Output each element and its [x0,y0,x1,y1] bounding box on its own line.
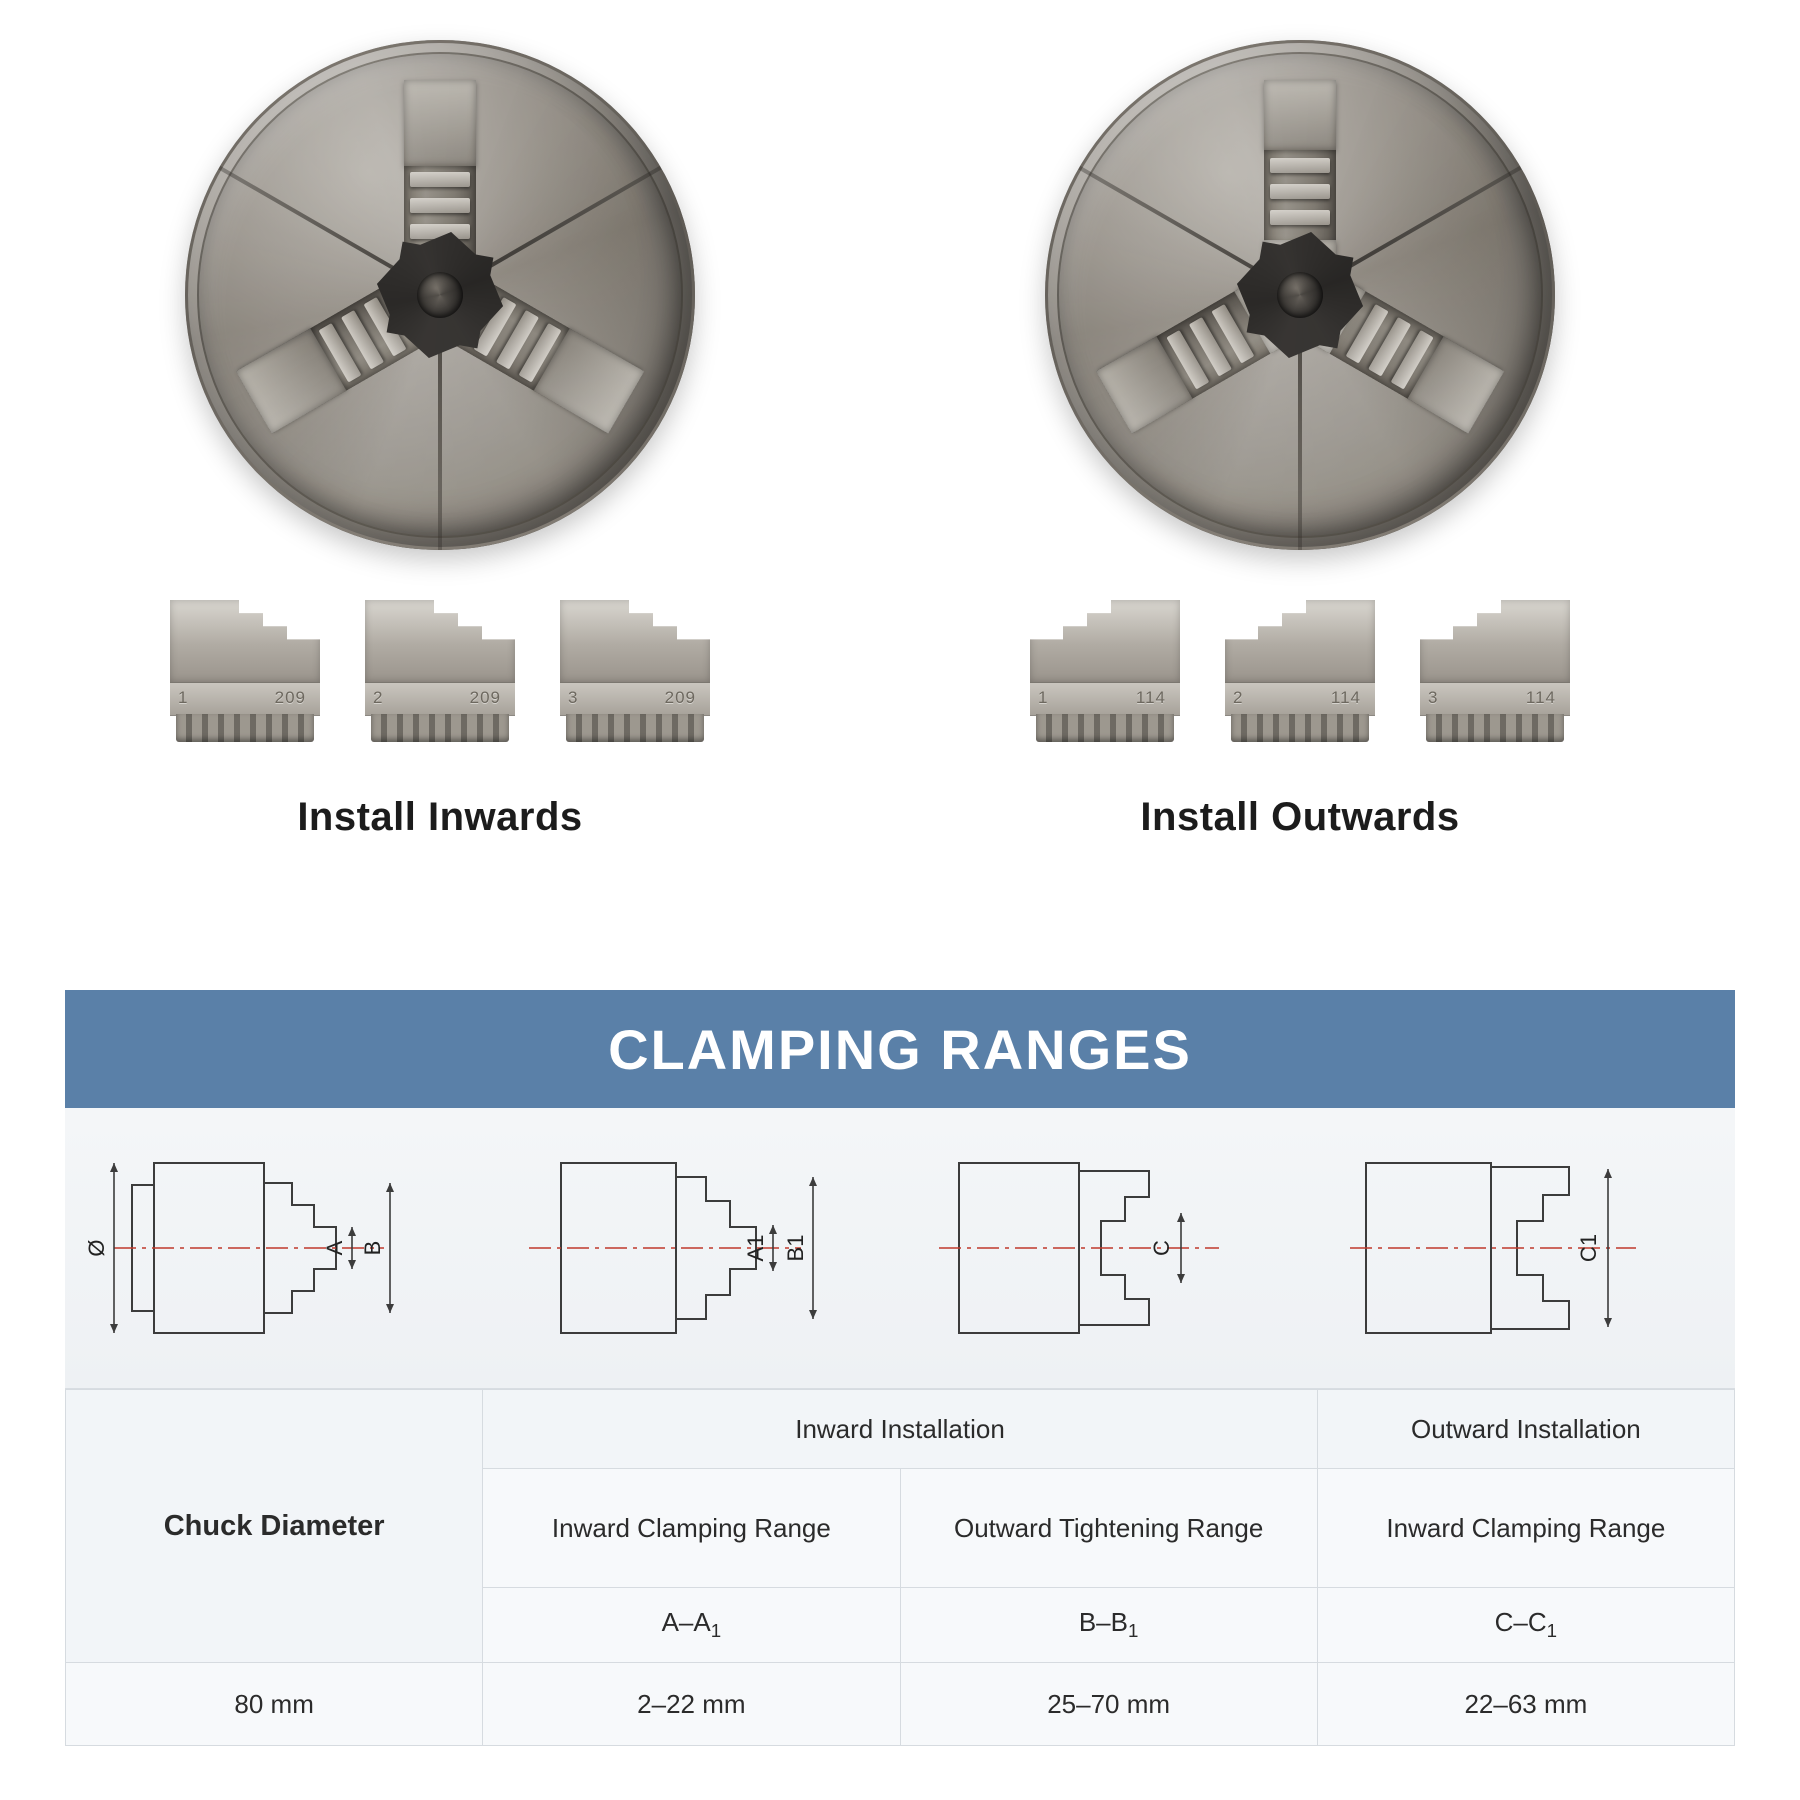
col-header-outward-inward-clamping: Inward Clamping Range [1317,1469,1734,1588]
svg-text:Ø: Ø [83,1239,109,1257]
jaw-serrations [176,714,314,742]
jaw-marking-band [1225,682,1375,716]
jaw-code: 209 [469,688,501,707]
diagram-inward-clamping [84,1133,464,1363]
jaw-piece [1420,600,1570,745]
svg-text:C1: C1 [1576,1233,1602,1263]
panel-title: CLAMPING RANGES [608,1017,1192,1081]
jaw-marking-band [560,682,710,716]
jaw-step-profile [560,600,710,682]
diagram-outward-install-c1 [1336,1133,1716,1363]
symbol-c-c1-sub: 1 [1546,1620,1558,1642]
jaw-serrations [1231,714,1369,742]
jaw-piece [1030,600,1180,745]
jaw-step-profile [1225,600,1375,682]
diagram-outward-tightening [501,1133,881,1363]
symbol-a-a1 [483,1588,900,1663]
chuck-outward [1045,40,1555,550]
jaw-step-profile [365,600,515,682]
jaw-piece [1225,600,1375,745]
chuck-diameter-header: Chuck Diameter [66,1390,483,1663]
chuck-center-bore [1277,272,1323,318]
jaw-serrations [1036,714,1174,742]
diagram-row [65,1108,1735,1389]
jaw-code: 209 [274,688,306,707]
outward-install-group [1020,40,1580,839]
group-header-inward: Inward Installation [483,1390,1318,1469]
jaw-number: 3 [1428,688,1439,707]
svg-text:C: C [1148,1240,1174,1256]
symbol-c-c1 [1317,1588,1734,1663]
jaw-code: 114 [1135,688,1166,707]
symbol-b-b1-sub: 1 [1128,1620,1139,1642]
clamping-ranges-table [65,1389,1735,1746]
cell-outward-inward-clamping: 22–63 mm [1317,1663,1734,1746]
jaw-number: 1 [178,688,189,707]
inward-install-group [160,40,720,839]
jaw-marking-band [1030,682,1180,716]
chuck-inward [185,40,695,550]
jaw-code: 209 [664,688,696,707]
jaw-serrations [371,714,509,742]
cell-outward-tightening: 25–70 mm [900,1663,1317,1746]
col-header-inward-clamping: Inward Clamping Range [483,1469,900,1588]
jaw-piece [170,600,320,745]
jaw-set-inward [160,600,720,780]
caption-install-inwards: Install Inwards [297,795,583,839]
svg-text:B1: B1 [783,1234,809,1262]
jaw-step-profile [170,600,320,682]
jaw-marking-band [1420,682,1570,716]
jaw-piece [560,600,710,745]
chuck-center-bore [417,272,463,318]
jaw-number: 2 [1233,688,1244,707]
table-row-group-headers [66,1390,1735,1469]
jaw-number: 1 [1038,688,1049,707]
symbol-b-b1 [900,1588,1317,1663]
panel-header [65,990,1735,1108]
col-header-outward-tightening: Outward Tightening Range [900,1469,1317,1588]
symbol-a-a1-text: A–A [661,1607,711,1638]
jaw-step-profile [1030,600,1180,682]
jaw-step-profile [1420,600,1570,682]
jaw-code: 114 [1330,688,1361,707]
diagram-outward-install-c [919,1133,1299,1363]
caption-install-outwards: Install Outwards [1140,795,1460,839]
jaw-marking-band [365,682,515,716]
symbol-b-b1-text: B–B [1078,1607,1128,1638]
cell-chuck-diameter: 80 mm [66,1663,483,1746]
table-row [66,1663,1735,1746]
jaw-serrations [566,714,704,742]
svg-text:A1: A1 [743,1234,769,1262]
symbol-c-c1-text: C–C [1494,1607,1547,1638]
svg-text:B: B [359,1240,385,1256]
clamping-ranges-panel [65,990,1735,1750]
jaw-marking-band [170,682,320,716]
cell-inward-clamping: 2–22 mm [483,1663,900,1746]
jaw-set-outward [1020,600,1580,780]
symbol-a-a1-sub: 1 [710,1620,722,1642]
jaw-number: 2 [373,688,384,707]
jaw-number: 3 [568,688,579,707]
jaw-code: 114 [1525,688,1556,707]
svg-text:A: A [321,1240,347,1256]
jaw-serrations [1426,714,1564,742]
jaw-piece [365,600,515,745]
group-header-outward: Outward Installation [1317,1390,1734,1469]
